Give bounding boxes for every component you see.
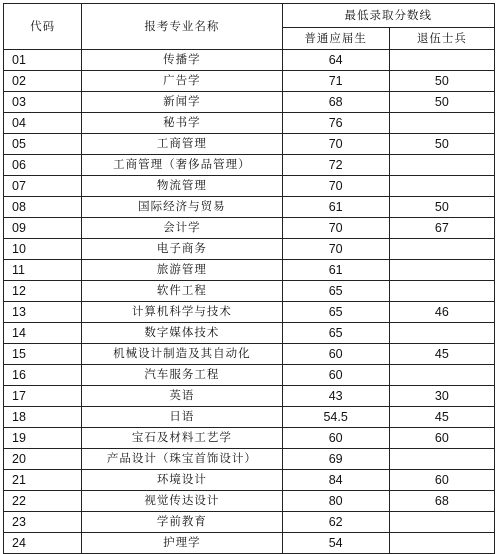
cell-major-name: 物流管理 bbox=[82, 176, 282, 197]
cell-major-name: 国际经济与贸易 bbox=[82, 197, 282, 218]
cell-code: 22 bbox=[4, 491, 82, 512]
cell-code: 18 bbox=[4, 407, 82, 428]
cell-normal-score: 70 bbox=[282, 176, 389, 197]
table-row bbox=[4, 92, 495, 113]
cell-veteran-score: 45 bbox=[389, 344, 494, 365]
cell-code: 19 bbox=[4, 428, 82, 449]
table-row bbox=[4, 386, 495, 407]
cell-major-name: 日语 bbox=[82, 407, 282, 428]
cell-code: 16 bbox=[4, 365, 82, 386]
cell-code: 15 bbox=[4, 344, 82, 365]
cell-normal-score: 80 bbox=[282, 491, 389, 512]
table-row bbox=[4, 533, 495, 554]
cell-major-name: 工商管理（奢侈品管理） bbox=[82, 155, 282, 176]
cell-veteran-score bbox=[389, 260, 494, 281]
table-row bbox=[4, 407, 495, 428]
cell-veteran-score: 60 bbox=[389, 470, 494, 491]
cell-veteran-score: 60 bbox=[389, 428, 494, 449]
cell-veteran-score: 50 bbox=[389, 197, 494, 218]
cell-veteran-score bbox=[389, 323, 494, 344]
cell-veteran-score bbox=[389, 533, 494, 554]
cell-normal-score: 54.5 bbox=[282, 407, 389, 428]
cell-veteran-score bbox=[389, 113, 494, 134]
cell-major-name: 机械设计制造及其自动化 bbox=[82, 344, 282, 365]
cell-veteran-score: 50 bbox=[389, 92, 494, 113]
cell-veteran-score bbox=[389, 239, 494, 260]
table-row bbox=[4, 428, 495, 449]
table-row bbox=[4, 302, 495, 323]
table-row bbox=[4, 344, 495, 365]
cell-normal-score: 65 bbox=[282, 281, 389, 302]
table-row bbox=[4, 71, 495, 92]
cell-veteran-score bbox=[389, 155, 494, 176]
cell-normal-score: 65 bbox=[282, 302, 389, 323]
cell-veteran-score bbox=[389, 512, 494, 533]
cell-major-name: 广告学 bbox=[82, 71, 282, 92]
cell-veteran-score: 50 bbox=[389, 134, 494, 155]
header-code: 代码 bbox=[4, 4, 82, 50]
cell-major-name: 汽车服务工程 bbox=[82, 365, 282, 386]
cell-normal-score: 62 bbox=[282, 512, 389, 533]
cell-code: 24 bbox=[4, 533, 82, 554]
cell-major-name: 数字媒体技术 bbox=[82, 323, 282, 344]
cell-veteran-score: 45 bbox=[389, 407, 494, 428]
table-row bbox=[4, 491, 495, 512]
cell-veteran-score bbox=[389, 176, 494, 197]
cell-normal-score: 70 bbox=[282, 239, 389, 260]
table-row bbox=[4, 239, 495, 260]
cell-code: 23 bbox=[4, 512, 82, 533]
cell-veteran-score bbox=[389, 365, 494, 386]
cell-major-name: 护理学 bbox=[82, 533, 282, 554]
cell-code: 11 bbox=[4, 260, 82, 281]
cell-major-name: 学前教育 bbox=[82, 512, 282, 533]
cell-code: 09 bbox=[4, 218, 82, 239]
cell-veteran-score: 68 bbox=[389, 491, 494, 512]
cell-major-name: 旅游管理 bbox=[82, 260, 282, 281]
table-row bbox=[4, 449, 495, 470]
cell-code: 21 bbox=[4, 470, 82, 491]
cell-major-name: 传播学 bbox=[82, 50, 282, 71]
cell-normal-score: 71 bbox=[282, 71, 389, 92]
cell-normal-score: 54 bbox=[282, 533, 389, 554]
header-normal-graduate: 普通应届生 bbox=[282, 28, 389, 50]
cell-code: 08 bbox=[4, 197, 82, 218]
table-row bbox=[4, 281, 495, 302]
cell-code: 01 bbox=[4, 50, 82, 71]
cell-veteran-score: 50 bbox=[389, 71, 494, 92]
table-row bbox=[4, 365, 495, 386]
table-row bbox=[4, 323, 495, 344]
table-row bbox=[4, 512, 495, 533]
table-row bbox=[4, 260, 495, 281]
cell-normal-score: 76 bbox=[282, 113, 389, 134]
cell-major-name: 软件工程 bbox=[82, 281, 282, 302]
cell-major-name: 工商管理 bbox=[82, 134, 282, 155]
cell-major-name: 计算机科学与技术 bbox=[82, 302, 282, 323]
table-row bbox=[4, 50, 495, 71]
cell-normal-score: 61 bbox=[282, 260, 389, 281]
cell-major-name: 英语 bbox=[82, 386, 282, 407]
cell-major-name: 新闻学 bbox=[82, 92, 282, 113]
cell-major-name: 宝石及材料工艺学 bbox=[82, 428, 282, 449]
cell-code: 04 bbox=[4, 113, 82, 134]
cell-normal-score: 64 bbox=[282, 50, 389, 71]
table-row bbox=[4, 176, 495, 197]
cell-veteran-score bbox=[389, 449, 494, 470]
table-row bbox=[4, 197, 495, 218]
table-row bbox=[4, 134, 495, 155]
cell-code: 13 bbox=[4, 302, 82, 323]
cell-code: 02 bbox=[4, 71, 82, 92]
cell-code: 14 bbox=[4, 323, 82, 344]
cell-normal-score: 70 bbox=[282, 218, 389, 239]
cell-normal-score: 60 bbox=[282, 428, 389, 449]
header-veteran: 退伍士兵 bbox=[389, 28, 494, 50]
admission-score-table bbox=[3, 3, 495, 554]
cell-code: 07 bbox=[4, 176, 82, 197]
cell-veteran-score: 46 bbox=[389, 302, 494, 323]
cell-normal-score: 65 bbox=[282, 323, 389, 344]
cell-code: 20 bbox=[4, 449, 82, 470]
cell-veteran-score: 30 bbox=[389, 386, 494, 407]
table-row bbox=[4, 113, 495, 134]
cell-major-name: 秘书学 bbox=[82, 113, 282, 134]
cell-veteran-score: 67 bbox=[389, 218, 494, 239]
cell-veteran-score bbox=[389, 281, 494, 302]
table-body bbox=[4, 50, 495, 554]
cell-major-name: 会计学 bbox=[82, 218, 282, 239]
cell-major-name: 视觉传达设计 bbox=[82, 491, 282, 512]
cell-code: 06 bbox=[4, 155, 82, 176]
header-min-score-group: 最低录取分数线 bbox=[282, 4, 494, 28]
cell-major-name: 产品设计（珠宝首饰设计） bbox=[82, 449, 282, 470]
cell-major-name: 电子商务 bbox=[82, 239, 282, 260]
cell-normal-score: 43 bbox=[282, 386, 389, 407]
cell-normal-score: 61 bbox=[282, 197, 389, 218]
cell-normal-score: 60 bbox=[282, 344, 389, 365]
cell-normal-score: 70 bbox=[282, 134, 389, 155]
table-row bbox=[4, 218, 495, 239]
table-row bbox=[4, 470, 495, 491]
cell-normal-score: 84 bbox=[282, 470, 389, 491]
cell-code: 05 bbox=[4, 134, 82, 155]
cell-code: 12 bbox=[4, 281, 82, 302]
table-row bbox=[4, 155, 495, 176]
cell-normal-score: 60 bbox=[282, 365, 389, 386]
cell-veteran-score bbox=[389, 50, 494, 71]
cell-code: 03 bbox=[4, 92, 82, 113]
cell-normal-score: 72 bbox=[282, 155, 389, 176]
cell-code: 10 bbox=[4, 239, 82, 260]
header-major-name: 报考专业名称 bbox=[82, 4, 282, 50]
cell-normal-score: 68 bbox=[282, 92, 389, 113]
cell-normal-score: 69 bbox=[282, 449, 389, 470]
cell-major-name: 环境设计 bbox=[82, 470, 282, 491]
cell-code: 17 bbox=[4, 386, 82, 407]
